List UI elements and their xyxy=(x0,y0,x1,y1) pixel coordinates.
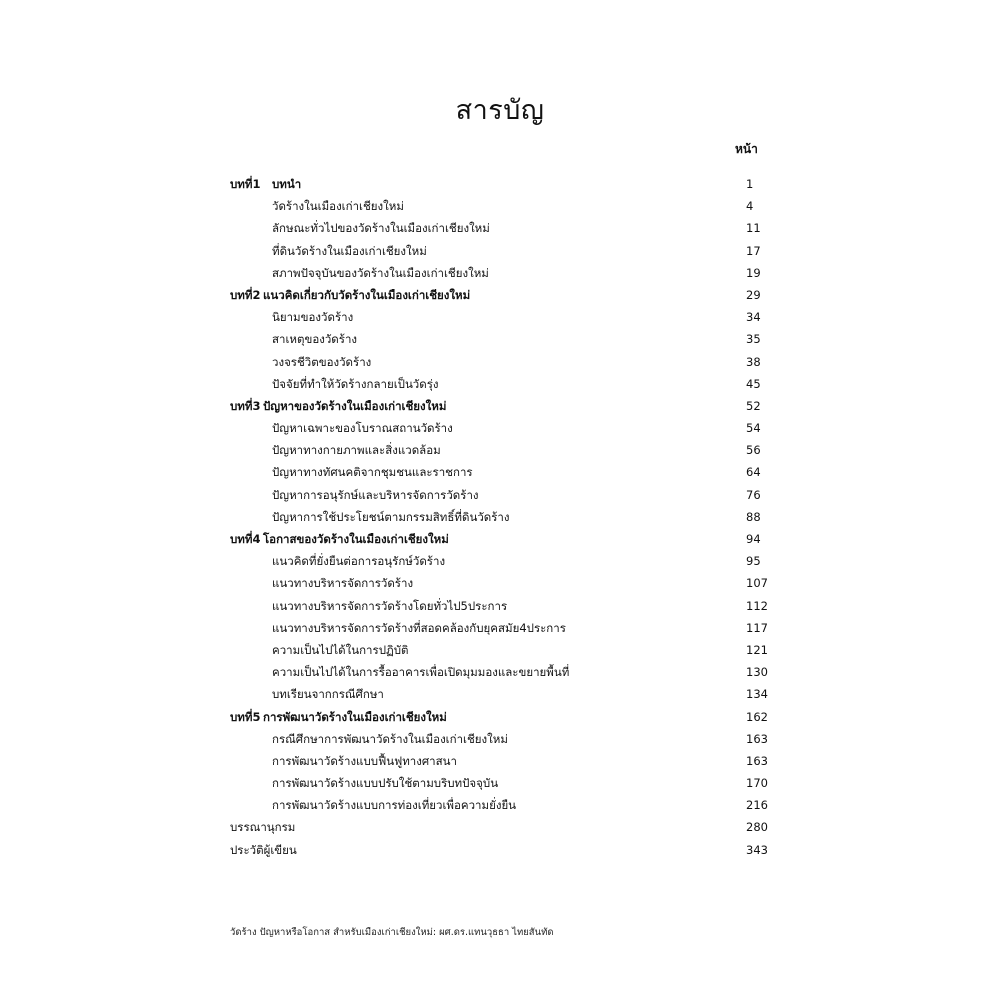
toc-page-number: 45 xyxy=(746,376,761,391)
toc-section-entry[interactable] xyxy=(0,750,1000,772)
toc-chapter-entry[interactable] xyxy=(0,706,1000,728)
toc-entry-label: นิยามของวัดร้าง xyxy=(272,310,354,325)
toc-section-entry[interactable] xyxy=(0,661,1000,683)
page-column-header: หน้า xyxy=(735,142,758,156)
toc-entry-label: ลักษณะทั่วไปของวัดร้างในเมืองเก่าเชียงใหม่ xyxy=(272,221,490,236)
toc-page-number: 1 xyxy=(746,177,754,191)
toc-page-number: 64 xyxy=(746,465,761,480)
toc-entry-label: การพัฒนาวัดร้างในเมืองเก่าเชียงใหม่ xyxy=(263,709,447,724)
toc-section-entry[interactable] xyxy=(0,328,1000,350)
toc-entry-label: แนวทางบริหารจัดการวัดร้างโดยทั่วไป5ประการ xyxy=(272,598,508,613)
toc-page-number: 88 xyxy=(746,509,761,524)
toc-section-entry[interactable] xyxy=(0,484,1000,506)
toc-entry-label: ปัญหาของวัดร้างในเมืองเก่าเชียงใหม่ xyxy=(263,398,447,413)
toc-chapter-entry[interactable] xyxy=(0,395,1000,417)
table-of-contents xyxy=(0,173,1000,861)
toc-page-number: 56 xyxy=(746,443,761,458)
toc-entry-label: ที่ดินวัดร้างในเมืองเก่าเชียงใหม่ xyxy=(272,243,427,258)
toc-page-number: 52 xyxy=(746,398,761,413)
toc-entry-label: กรณีศึกษาการพัฒนาวัดร้างในเมืองเก่าเชียงใหม่ xyxy=(272,731,508,746)
toc-entry-label: การพัฒนาวัดร้างแบบการท่องเที่ยวเพื่อความยั่งยืน xyxy=(272,798,517,813)
toc-entry-label: การพัฒนาวัดร้างแบบฟื้นฟูทางศาสนา xyxy=(272,753,457,768)
toc-page-number: 216 xyxy=(746,798,768,813)
toc-page-number: 134 xyxy=(746,687,768,702)
toc-chapter-entry[interactable] xyxy=(0,528,1000,550)
toc-entry-label: แนวคิดเกี่ยวกับวัดร้างในเมืองเก่าเชียงใหม่ xyxy=(263,287,471,302)
toc-page-number: 29 xyxy=(746,287,761,302)
toc-entry-label: โอกาสของวัดร้างในเมืองเก่าเชียงใหม่ xyxy=(263,532,449,546)
toc-section-entry[interactable] xyxy=(0,195,1000,217)
toc-section-entry[interactable] xyxy=(0,617,1000,639)
toc-section-entry[interactable] xyxy=(0,373,1000,395)
toc-section-entry[interactable] xyxy=(0,461,1000,483)
toc-chapter-number: บทที่5 xyxy=(230,709,261,724)
toc-page-number: 17 xyxy=(746,243,761,258)
toc-entry-label: แนวทางบริหารจัดการวัดร้าง xyxy=(272,576,414,591)
toc-chapter-entry[interactable] xyxy=(0,284,1000,306)
toc-page-number: 34 xyxy=(746,310,761,325)
toc-entry-label: บรรณานุกรม xyxy=(230,820,296,835)
toc-entry-label: วัดร้างในเมืองเก่าเชียงใหม่ xyxy=(272,199,404,214)
toc-page-number: 112 xyxy=(746,598,768,613)
toc-entry-label: การพัฒนาวัดร้างแบบปรับใช้ตามบริบทปัจจุบัน xyxy=(272,776,499,791)
toc-chapter-number: บทที่1 xyxy=(230,177,261,191)
toc-section-entry[interactable] xyxy=(0,772,1000,794)
toc-section-entry[interactable] xyxy=(0,595,1000,617)
page-title: สารบัญ xyxy=(455,95,545,126)
toc-entry-label: แนวคิดที่ยั่งยืนต่อการอนุรักษ์วัดร้าง xyxy=(272,554,446,569)
toc-page-number: 163 xyxy=(746,753,768,768)
toc-page-number: 162 xyxy=(746,709,768,724)
toc-section-entry[interactable] xyxy=(0,351,1000,373)
toc-chapter-number: บทที่2 xyxy=(230,287,261,302)
toc-section-entry[interactable] xyxy=(0,439,1000,461)
toc-page-number: 19 xyxy=(746,265,761,280)
toc-chapter-number: บทที่3 xyxy=(230,398,261,413)
toc-section-entry[interactable] xyxy=(0,550,1000,572)
toc-section-entry[interactable] xyxy=(0,506,1000,528)
toc-entry-label: สภาพปัจจุบันของวัดร้างในเมืองเก่าเชียงใหม่ xyxy=(272,265,489,280)
toc-page-number: 35 xyxy=(746,332,761,347)
toc-section-entry[interactable] xyxy=(0,572,1000,594)
toc-page-number: 170 xyxy=(746,776,768,791)
toc-page-number: 343 xyxy=(746,842,768,857)
toc-page-number: 121 xyxy=(746,642,768,657)
toc-page-number: 54 xyxy=(746,421,761,436)
toc-entry-label: ปัญหาทางกายภาพและสิ่งแวดล้อม xyxy=(272,443,441,458)
toc-entry-label: ปัญหาทางทัศนคติจากชุมชนและราชการ xyxy=(272,465,473,480)
toc-page-number: 11 xyxy=(746,221,761,236)
page-footer: วัดร้าง ปัญหาหรือโอกาส สำหรับเมืองเก่าเชียงใหม่: ผศ.ดร.แทนวุธธา ไทยสันทัด xyxy=(230,927,554,938)
toc-backmatter-entry[interactable] xyxy=(0,839,1000,861)
toc-chapter-number: บทที่4 xyxy=(230,532,261,546)
toc-page-number: 76 xyxy=(746,487,761,502)
toc-entry-label: ความเป็นไปได้ในการรื้ออาคารเพื่อเปิดมุมมองและขยายพื้นที่ xyxy=(272,665,570,680)
toc-page-number: 4 xyxy=(746,199,754,214)
toc-section-entry[interactable] xyxy=(0,683,1000,705)
toc-section-entry[interactable] xyxy=(0,240,1000,262)
toc-backmatter-entry[interactable] xyxy=(0,816,1000,838)
toc-entry-label: แนวทางบริหารจัดการวัดร้างที่สอดคล้องกับยุคสมัย4ประการ xyxy=(272,620,566,635)
toc-entry-label: ประวัติผู้เขียน xyxy=(230,842,297,857)
toc-page-number: 95 xyxy=(746,554,761,569)
toc-section-entry[interactable] xyxy=(0,794,1000,816)
toc-section-entry[interactable] xyxy=(0,728,1000,750)
toc-entry-label: ปัญหาการใช้ประโยชน์ตามกรรมสิทธิ์ที่ดินวัดร้าง xyxy=(272,509,510,524)
toc-page-number: 117 xyxy=(746,620,768,635)
toc-page-number: 130 xyxy=(746,665,768,680)
toc-page-number: 94 xyxy=(746,532,761,546)
toc-page-number: 163 xyxy=(746,731,768,746)
toc-entry-label: ปัญหาเฉพาะของโบราณสถานวัดร้าง xyxy=(272,421,453,436)
toc-entry-label: บทเรียนจากกรณีศึกษา xyxy=(272,687,384,702)
toc-entry-label: ปัจจัยที่ทำให้วัดร้างกลายเป็นวัดรุ่ง xyxy=(272,376,439,391)
toc-entry-label: ปัญหาการอนุรักษ์และบริหารจัดการวัดร้าง xyxy=(272,487,479,502)
toc-chapter-entry[interactable] xyxy=(0,173,1000,195)
toc-page-number: 38 xyxy=(746,354,761,369)
toc-section-entry[interactable] xyxy=(0,217,1000,239)
toc-entry-label: บทนำ xyxy=(272,177,302,191)
toc-section-entry[interactable] xyxy=(0,417,1000,439)
toc-section-entry[interactable] xyxy=(0,306,1000,328)
toc-section-entry[interactable] xyxy=(0,262,1000,284)
toc-page-number: 280 xyxy=(746,820,768,835)
toc-section-entry[interactable] xyxy=(0,639,1000,661)
toc-entry-label: วงจรชีวิตของวัดร้าง xyxy=(272,354,372,369)
toc-entry-label: สาเหตุของวัดร้าง xyxy=(272,332,358,347)
toc-page-number: 107 xyxy=(746,576,768,591)
toc-entry-label: ความเป็นไปได้ในการปฏิบัติ xyxy=(272,642,409,657)
